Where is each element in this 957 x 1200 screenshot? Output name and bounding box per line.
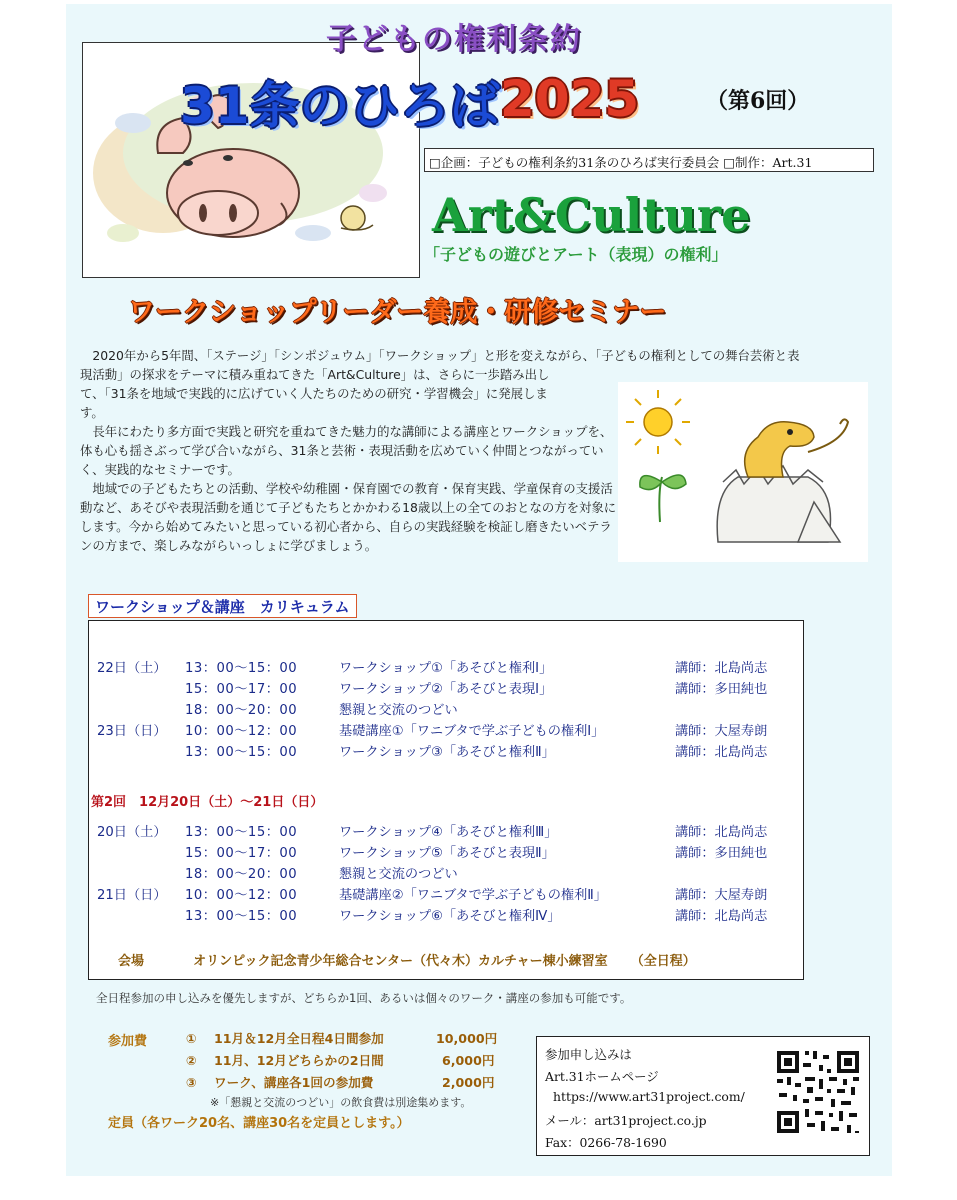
seminar-title: ワークショップリーダー養成・研修セミナー xyxy=(128,297,667,328)
participation-note: 全日程参加の申し込みを優先しますが、どちらか1回、あるいは個々のワーク・講座の参加も可能です。 xyxy=(96,991,632,1005)
fee-item xyxy=(186,1028,516,1050)
intro-paragraph: 地域での子どもたちとの活動、学校や幼稚園・保育園での教育・保育実践、学童保育の支援活動など、あそびや表現活動を通じて子どもたちとかかわる18歳以上の全てのおとなの方を対象にします。今から始めてみたいと思っている初心者から、自らの実践経験を検証し磨きたいベテランの方まで、楽しみながらいっしょに学びましょう。 xyxy=(80,481,617,553)
session-2-heading: 第2回 12月20日（土）～21日（日） xyxy=(91,795,324,810)
apply-homepage-label: Art.31ホームページ xyxy=(545,1069,659,1084)
row-day: 23日（日） xyxy=(97,724,167,739)
fee-description: ワーク、講座各1回の参加費 xyxy=(214,1075,374,1090)
venue-note: （全日程） xyxy=(630,954,696,969)
schedule-row xyxy=(89,907,803,927)
row-instructor: 講師：大屋寿朗 xyxy=(675,724,768,739)
row-day: 20日（土） xyxy=(97,825,167,840)
dinosaur-illustration xyxy=(618,382,868,562)
row-program: ワークショップ⑤「あそびと表現Ⅱ」 xyxy=(339,846,555,861)
art-culture-subtitle: 「子どもの遊びとアート（表現）の権利」 xyxy=(424,245,728,264)
fee-number: ① xyxy=(186,1031,197,1046)
row-instructor: 講師：北島尚志 xyxy=(675,745,768,760)
row-day: 22日（土） xyxy=(97,661,167,676)
row-program: ワークショップ④「あそびと権利Ⅲ」 xyxy=(339,825,558,840)
row-program: 懇親と交流のつどい xyxy=(339,867,458,882)
fee-item xyxy=(186,1072,516,1094)
row-program: ワークショップ③「あそびと権利Ⅱ」 xyxy=(339,745,555,760)
curriculum-title: ワークショップ＆講座 カリキュラム xyxy=(88,594,357,618)
apply-fax: Fax：0266-78-1690 xyxy=(545,1135,667,1150)
intro-paragraph: 長年にわたり多方面で実践と研究を重ねてきた魅力的な講師による講座とワークショップを、体も心も揺さぶって学び合いながら、31条と芸術・表現活動を広めていく仲間とつながっていく、実践的なセミナーです。 xyxy=(80,424,613,477)
venue-line xyxy=(118,950,696,969)
row-instructor: 講師：北島尚志 xyxy=(675,825,768,840)
row-time: 15：00～17：00 xyxy=(185,682,298,697)
fee-note: ※「懇親と交流のつどい」の飲食費は別途集めます。 xyxy=(210,1096,472,1109)
row-time: 10：00～12：00 xyxy=(185,724,298,739)
credit-line: □企画：子どもの権利条約31条のひろば実行委員会 □制作：Art.31 xyxy=(424,148,874,172)
row-time: 18：00～20：00 xyxy=(185,703,298,718)
curriculum-box xyxy=(88,620,804,980)
schedule-row xyxy=(89,743,803,763)
hiroba-title: 31条のひろば xyxy=(180,77,500,135)
intro-line: て、「31条を地域で実践的に広げていく人たちのための研究・学習機会」に発展しま xyxy=(80,386,548,401)
row-program: 懇親と交流のつどい xyxy=(339,703,458,718)
fee-amount: 2,000円 xyxy=(442,1075,495,1090)
fee-label: 参加費 xyxy=(108,1034,148,1049)
row-program: 基礎講座①「ワニブタで学ぶ子どもの権利Ⅰ」 xyxy=(339,724,605,739)
fee-number: ② xyxy=(186,1053,197,1068)
qr-code-icon xyxy=(773,1047,863,1137)
venue-label: 会場 xyxy=(118,954,145,969)
apply-email: メール：art31project.co.jp xyxy=(545,1113,707,1128)
row-time: 13：00～15：00 xyxy=(185,909,298,924)
row-day: 21日（日） xyxy=(97,888,167,903)
row-program: ワークショップ②「あそびと表現Ⅰ」 xyxy=(339,682,553,697)
row-time: 10：00～12：00 xyxy=(185,888,298,903)
fee-description: 11月＆12月全日程4日間参加 xyxy=(214,1031,384,1046)
row-time: 13：00～15：00 xyxy=(185,745,298,760)
fee-number: ③ xyxy=(186,1075,197,1090)
schedule-row xyxy=(89,865,803,885)
row-instructor: 講師：北島尚志 xyxy=(675,909,768,924)
edition-label: （第6回） xyxy=(706,88,810,114)
row-time: 13：00～15：00 xyxy=(185,661,298,676)
row-time: 13：00～15：00 xyxy=(185,825,298,840)
row-instructor: 講師：多田純也 xyxy=(675,846,768,861)
row-time: 15：00～17：00 xyxy=(185,846,298,861)
intro-line: す。 xyxy=(80,405,104,420)
row-program: 基礎講座②「ワニブタで学ぶ子どもの権利Ⅱ」 xyxy=(339,888,607,903)
schedule-row xyxy=(89,844,803,864)
schedule-row xyxy=(89,722,803,742)
schedule-row xyxy=(89,886,803,906)
apply-url-link[interactable]: https://www.art31project.com/ xyxy=(553,1089,745,1104)
fee-description: 11月、12月どちらかの2日間 xyxy=(214,1053,384,1068)
row-program: ワークショップ①「あそびと権利Ⅰ」 xyxy=(339,661,553,676)
apply-box xyxy=(536,1036,870,1156)
intro-line: 現活動」の探求をテーマに積み重ねてきた「Art&Culture」は、さらに一歩踏み出し xyxy=(80,367,550,382)
row-program: ワークショップ⑥「あそびと権利Ⅳ」 xyxy=(339,909,561,924)
year-title: 2025 xyxy=(500,70,640,128)
row-instructor: 講師：大屋寿朗 xyxy=(675,888,768,903)
intro-text xyxy=(80,346,800,555)
fee-amount: 10,000円 xyxy=(436,1031,498,1046)
row-time: 18：00～20：00 xyxy=(185,867,298,882)
apply-heading: 参加申し込みは xyxy=(545,1047,632,1062)
venue-name: オリンピック記念青少年総合センター（代々木）カルチャー棟小練習室 xyxy=(193,954,608,969)
fee-list xyxy=(186,1028,516,1094)
schedule-row xyxy=(89,823,803,843)
capacity-note: 定員（各ワーク20名、講座30名を定員とします。） xyxy=(108,1116,410,1131)
schedule-row xyxy=(89,659,803,679)
schedule-row xyxy=(89,701,803,721)
schedule-row xyxy=(89,680,803,700)
rights-title: 子どもの権利条約 xyxy=(326,22,582,57)
fee-amount: 6,000円 xyxy=(442,1053,495,1068)
intro-line: 2020年から5年間、「ステージ」「シンポジュウム」「ワークショップ」と形を変えながら、「子どもの権利としての舞台芸術と表 xyxy=(92,348,800,363)
row-instructor: 講師：多田純也 xyxy=(675,682,768,697)
art-culture-title: Art&Culture xyxy=(432,188,751,242)
row-instructor: 講師：北島尚志 xyxy=(675,661,768,676)
fee-item xyxy=(186,1050,516,1072)
